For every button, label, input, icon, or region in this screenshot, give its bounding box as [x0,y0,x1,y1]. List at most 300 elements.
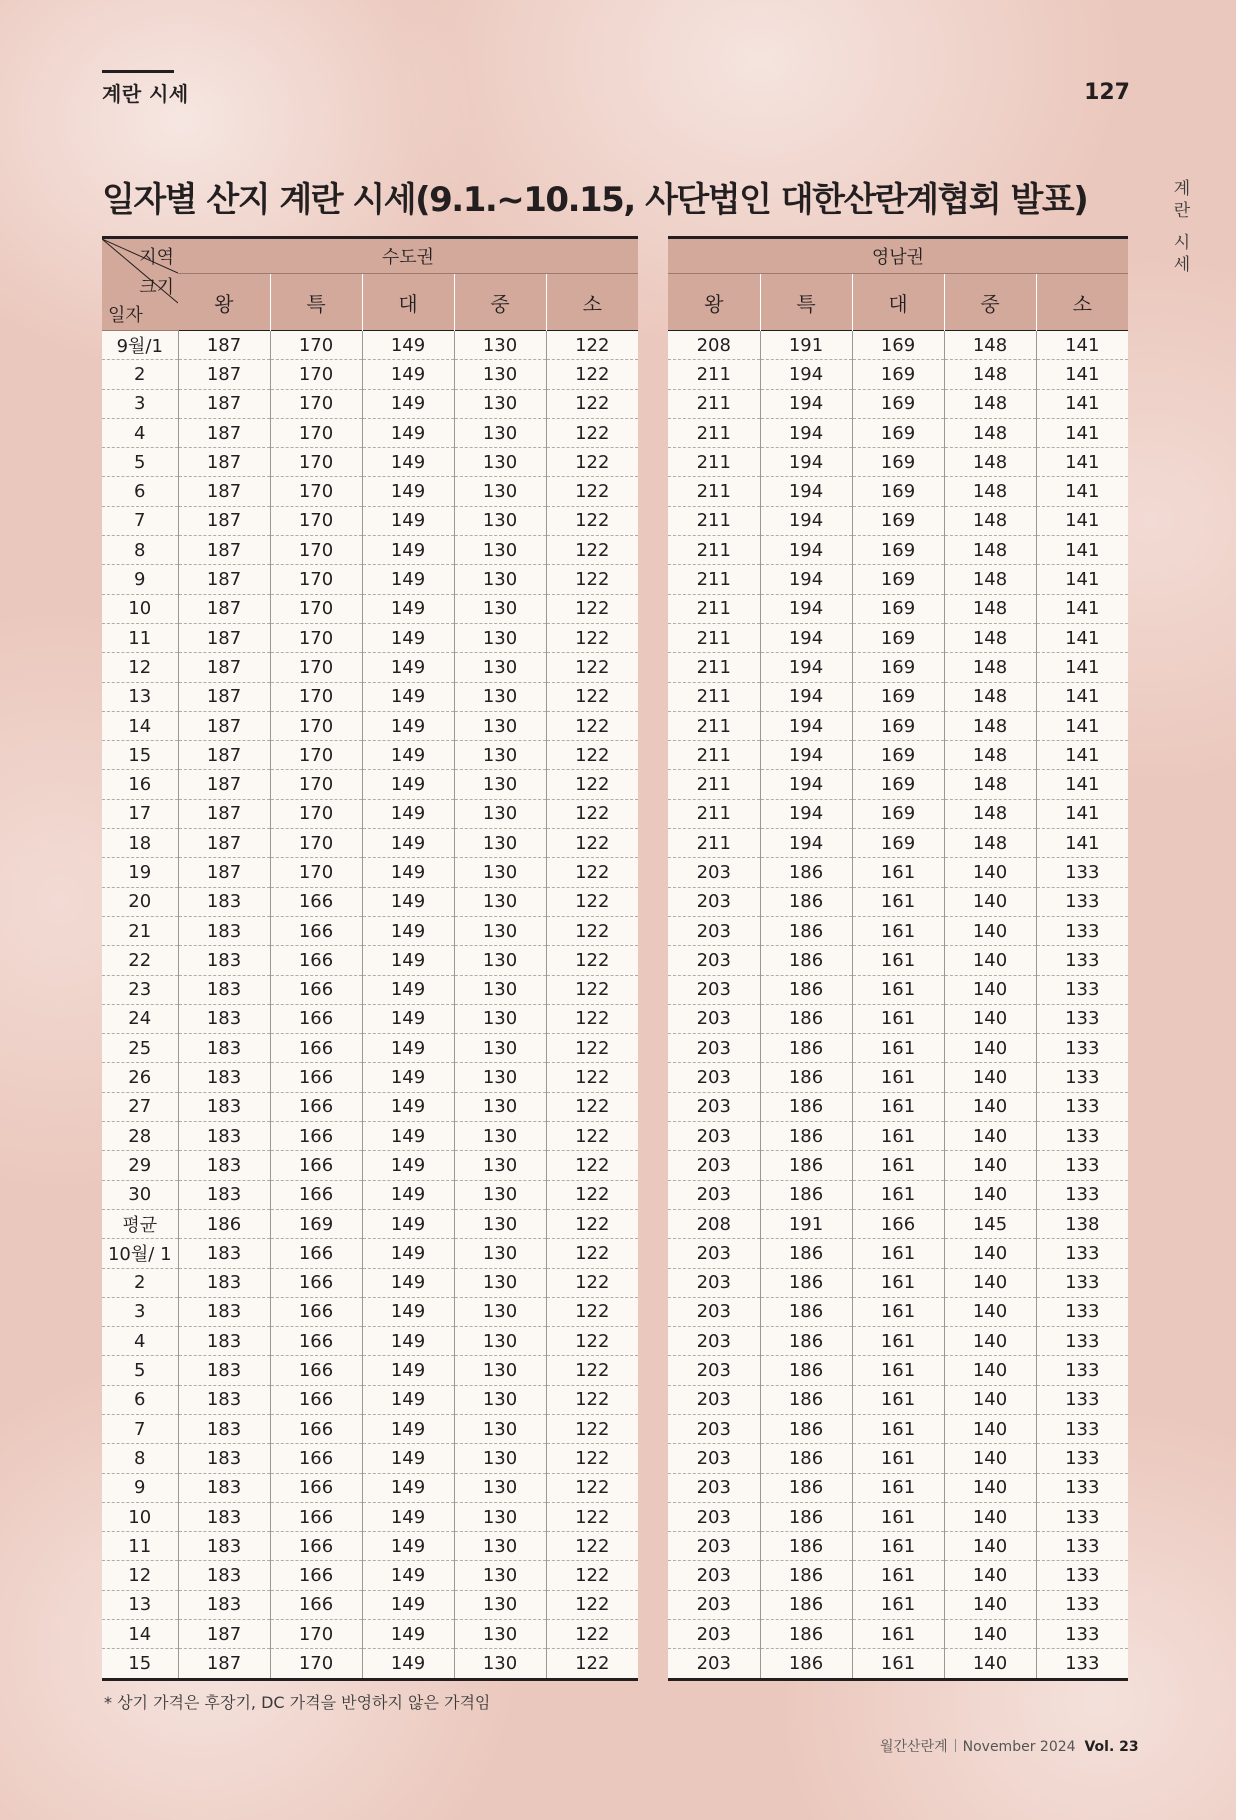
price-cell: 122 [546,1385,638,1414]
price-cell: 203 [668,1327,760,1356]
price-cell: 203 [668,1122,760,1151]
price-cell: 161 [852,1502,944,1531]
price-cell: 130 [454,829,546,858]
price-cell: 169 [852,770,944,799]
price-cell: 133 [1036,1590,1128,1619]
date-cell: 30 [102,1180,178,1209]
price-cell: 149 [362,389,454,418]
price-cell: 141 [1036,799,1128,828]
price-cell: 194 [760,711,852,740]
table-row [102,799,638,828]
table-row [102,623,638,652]
size-header: 대 [362,274,454,331]
price-cell: 187 [178,682,270,711]
date-cell: 5 [102,1356,178,1385]
price-cell: 169 [852,389,944,418]
price-cell: 133 [1036,1649,1128,1679]
price-cell: 203 [668,1180,760,1209]
price-cell: 169 [852,448,944,477]
price-cell: 183 [178,946,270,975]
price-cell: 140 [944,1268,1036,1297]
table-row [668,653,1128,682]
size-header: 중 [454,274,546,331]
price-cell: 130 [454,1180,546,1209]
table-row [102,1502,638,1531]
table-row [102,1063,638,1092]
price-cell: 166 [852,1209,944,1238]
size-header: 특 [760,274,852,331]
date-cell: 26 [102,1063,178,1092]
price-cell: 130 [454,1414,546,1443]
date-cell: 20 [102,887,178,916]
price-cell: 166 [270,1268,362,1297]
price-cell: 194 [760,477,852,506]
price-cell: 149 [362,741,454,770]
price-cell: 161 [852,916,944,945]
table-row [668,711,1128,740]
price-cell: 130 [454,1209,546,1238]
price-cell: 211 [668,536,760,565]
price-cell: 141 [1036,536,1128,565]
table-row [668,975,1128,1004]
price-cell: 186 [760,1151,852,1180]
table-row [668,741,1128,770]
price-cell: 194 [760,389,852,418]
price-cell: 166 [270,1180,362,1209]
price-cell: 149 [362,711,454,740]
price-cell: 133 [1036,1620,1128,1649]
table-row [668,682,1128,711]
price-cell: 148 [944,799,1036,828]
price-cell: 170 [270,360,362,389]
price-cell: 130 [454,1063,546,1092]
price-cell: 130 [454,1502,546,1531]
price-cell: 161 [852,1385,944,1414]
table-row [668,1268,1128,1297]
price-cell: 140 [944,1034,1036,1063]
price-cell: 122 [546,1414,638,1443]
price-cell: 186 [760,1590,852,1619]
price-cell: 166 [270,975,362,1004]
price-cell: 149 [362,1063,454,1092]
price-cell: 149 [362,946,454,975]
price-cell: 187 [178,418,270,447]
price-cell: 203 [696,1653,731,1674]
table-row [668,1122,1128,1151]
table-row [668,418,1128,447]
price-cell: 149 [362,1590,454,1619]
table-row [668,1444,1128,1473]
date-cell: 6 [102,1385,178,1414]
price-cell: 141 [1036,418,1128,447]
price-cell: 183 [178,916,270,945]
price-cell: 141 [1036,623,1128,652]
price-cell: 130 [454,477,546,506]
price-cell: 140 [944,1327,1036,1356]
price-cell: 130 [454,594,546,623]
price-cell: 140 [944,975,1036,1004]
price-cell: 149 [362,975,454,1004]
price-cell: 183 [178,1561,270,1590]
table-row [668,770,1128,799]
table-row [102,770,638,799]
price-cell: 122 [546,1649,638,1679]
price-cell: 183 [178,1356,270,1385]
price-cell: 170 [270,770,362,799]
price-cell: 194 [760,682,852,711]
price-cell: 187 [178,565,270,594]
price-cell: 122 [546,1180,638,1209]
price-cell: 194 [760,653,852,682]
price-cell: 140 [944,1151,1036,1180]
table-row [102,741,638,770]
price-cell: 194 [760,623,852,652]
price-cell: 130 [454,1532,546,1561]
price-cell: 130 [454,741,546,770]
table-row [668,799,1128,828]
price-cell: 191 [760,331,852,360]
price-cell: 133 [1036,1356,1128,1385]
table-row [102,1649,638,1679]
price-cell: 122 [546,829,638,858]
price-cell: 183 [178,1151,270,1180]
price-cell: 203 [668,887,760,916]
price-cell: 183 [178,1414,270,1443]
price-cell: 149 [362,1473,454,1502]
price-cell: 169 [852,536,944,565]
price-cell: 141 [1036,741,1128,770]
price-cell: 211 [668,360,760,389]
price-cell: 141 [1036,653,1128,682]
price-cell: 161 [852,1356,944,1385]
table-row [102,331,638,360]
price-cell: 161 [852,1239,944,1268]
price-cell: 170 [270,829,362,858]
price-cell: 130 [454,1034,546,1063]
price-cell: 122 [546,1209,638,1238]
price-cell: 169 [852,331,944,360]
price-cell: 130 [454,565,546,594]
table-row [668,623,1128,652]
price-cell: 140 [944,1385,1036,1414]
price-cell: 149 [362,565,454,594]
price-cell: 140 [944,1502,1036,1531]
price-cell: 141 [1036,829,1128,858]
price-cell: 122 [546,741,638,770]
price-cell: 169 [852,565,944,594]
price-cell: 187 [178,594,270,623]
price-cell: 186 [760,1268,852,1297]
price-cell: 122 [546,1268,638,1297]
price-cell: 166 [270,1004,362,1033]
price-cell: 133 [1036,1004,1128,1033]
price-cell: 149 [362,1502,454,1531]
price-cell: 161 [852,1444,944,1473]
price-cell: 170 [270,448,362,477]
date-cell: 2 [102,1268,178,1297]
price-cell: 186 [760,1385,852,1414]
price-cell: 140 [944,916,1036,945]
price-cell: 133 [1036,1473,1128,1502]
price-cell: 133 [1036,858,1128,887]
date-cell: 14 [102,1620,178,1649]
price-cell: 183 [178,1532,270,1561]
date-cell: 3 [102,389,178,418]
price-cell: 187 [178,389,270,418]
side-tab [1172,178,1192,276]
price-cell: 149 [362,1356,454,1385]
price-cell: 122 [546,1327,638,1356]
date-cell: 2 [102,360,178,389]
price-cell: 140 [944,1092,1036,1121]
price-cell: 194 [760,799,852,828]
price-cell: 149 [362,1414,454,1443]
price-cell: 122 [546,653,638,682]
date-cell: 23 [102,975,178,1004]
price-cell: 166 [270,1502,362,1531]
size-header: 소 [546,274,638,331]
price-cell: 203 [668,1561,760,1590]
price-cell: 183 [178,1063,270,1092]
price-cell: 148 [944,448,1036,477]
price-cell: 166 [270,1239,362,1268]
price-cell: 161 [852,1473,944,1502]
price-cell: 141 [1036,682,1128,711]
table-row [668,1590,1128,1619]
price-cell: 140 [944,1239,1036,1268]
price-cell: 203 [668,1502,760,1531]
price-cell: 122 [546,623,638,652]
footer-divider [955,1739,956,1752]
price-cell: 186 [760,1063,852,1092]
date-cell: 16 [102,770,178,799]
price-cell: 140 [944,1122,1036,1151]
price-cell: 203 [668,1444,760,1473]
price-cell: 130 [454,623,546,652]
price-cell: 170 [270,477,362,506]
price-table-sudo [102,236,638,1681]
price-cell: 149 [362,858,454,887]
price-cell: 130 [454,1473,546,1502]
table-row [102,1620,638,1649]
price-cell: 122 [546,682,638,711]
side-tab-char: 란 [1173,201,1191,221]
table-row [102,1561,638,1590]
price-cell: 211 [668,448,760,477]
price-cell: 170 [270,799,362,828]
table-row [102,946,638,975]
price-cell: 122 [546,916,638,945]
price-cell: 186 [760,1473,852,1502]
price-cell: 166 [270,1561,362,1590]
price-cell: 122 [546,1590,638,1619]
price-cell: 148 [944,770,1036,799]
price-cell: 166 [270,916,362,945]
price-cell: 166 [270,1356,362,1385]
table-row [668,1502,1128,1531]
price-cell: 183 [178,1473,270,1502]
table-row [668,887,1128,916]
date-cell: 12 [102,653,178,682]
date-cell: 13 [102,1590,178,1619]
price-cell: 130 [454,1239,546,1268]
price-cell: 203 [668,1063,760,1092]
price-cell: 194 [760,594,852,623]
price-cell: 130 [454,1649,546,1679]
price-cell: 140 [944,1414,1036,1443]
price-cell: 122 [546,1092,638,1121]
price-cell: 170 [270,331,362,360]
price-cell: 140 [944,1649,1036,1679]
price-cell: 122 [546,770,638,799]
price-cell: 187 [178,536,270,565]
table-row [668,1473,1128,1502]
price-cell: 140 [944,1180,1036,1209]
price-cell: 122 [546,536,638,565]
price-cell: 130 [454,418,546,447]
price-cell: 203 [668,1385,760,1414]
price-cell: 133 [1036,1444,1128,1473]
price-cell: 211 [668,653,760,682]
price-cell: 194 [760,448,852,477]
table-row [102,711,638,740]
price-cell: 194 [760,418,852,447]
price-cell: 187 [178,477,270,506]
price-cell: 161 [852,1092,944,1121]
price-cell: 140 [944,1004,1036,1033]
price-cell: 203 [668,916,760,945]
price-cell: 211 [668,711,760,740]
price-cell: 186 [760,1649,852,1679]
price-cell: 194 [760,565,852,594]
date-cell: 19 [102,858,178,887]
price-cell: 148 [944,360,1036,389]
price-cell: 133 [1036,975,1128,1004]
table-row [668,1180,1128,1209]
size-header: 중 [944,274,1036,331]
price-cell: 203 [668,1004,760,1033]
price-cell: 133 [1036,1122,1128,1151]
price-cell: 203 [668,1590,760,1619]
price-cell: 148 [944,653,1036,682]
price-cell: 148 [944,711,1036,740]
price-cell: 187 [178,711,270,740]
date-cell: 6 [102,477,178,506]
price-cell: 133 [1036,1239,1128,1268]
price-cell: 161 [852,946,944,975]
price-cell: 208 [668,331,760,360]
price-cell: 203 [668,1268,760,1297]
price-cell: 186 [760,1122,852,1151]
price-cell: 169 [852,682,944,711]
table-row [668,1327,1128,1356]
price-cell: 148 [944,389,1036,418]
section-rule [102,70,174,73]
price-cell: 187 [178,623,270,652]
price-cell: 211 [668,799,760,828]
price-cell: 161 [852,1063,944,1092]
price-cell: 211 [668,389,760,418]
price-cell: 211 [668,418,760,447]
price-cell: 166 [270,1297,362,1326]
price-cell: 194 [760,536,852,565]
date-cell: 14 [102,711,178,740]
price-cell: 161 [852,1590,944,1619]
price-cell: 133 [1036,1180,1128,1209]
price-cell: 183 [178,887,270,916]
price-cell: 187 [178,1620,270,1649]
price-cell: 140 [944,887,1036,916]
table-row [102,594,638,623]
price-cell: 194 [760,360,852,389]
price-cell: 140 [944,1063,1036,1092]
price-cell: 203 [668,858,760,887]
price-cell: 166 [270,1444,362,1473]
price-cell: 161 [852,1268,944,1297]
price-cell: 140 [944,1561,1036,1590]
table-row [668,1620,1128,1649]
date-cell: 21 [102,916,178,945]
price-cell: 149 [362,1385,454,1414]
price-cell: 149 [362,1561,454,1590]
date-cell: 15 [102,741,178,770]
price-cell: 211 [668,741,760,770]
price-cell: 169 [852,360,944,389]
price-cell: 149 [362,799,454,828]
price-cell: 211 [668,770,760,799]
price-cell: 211 [668,506,760,535]
side-tab-char: 계 [1173,179,1191,199]
price-cell: 186 [760,1239,852,1268]
price-cell: 161 [852,1297,944,1326]
price-cell: 148 [944,741,1036,770]
price-cell: 149 [362,418,454,447]
price-cell: 122 [546,1444,638,1473]
price-cell: 133 [1036,1561,1128,1590]
table-row [668,1356,1128,1385]
region-header: 수도권 [178,238,638,274]
price-cell: 122 [546,1151,638,1180]
date-cell: 9 [102,565,178,594]
price-cell: 208 [668,1209,760,1238]
price-cell: 170 [270,1649,362,1679]
table-row [102,1444,638,1473]
date-cell: 28 [102,1122,178,1151]
price-cell: 186 [760,887,852,916]
price-cell: 169 [270,1209,362,1238]
price-cell: 130 [454,887,546,916]
price-cell: 203 [668,1473,760,1502]
price-cell: 130 [454,770,546,799]
price-cell: 133 [1036,1268,1128,1297]
price-cell: 203 [668,1239,760,1268]
price-cell: 211 [668,623,760,652]
table-row [102,536,638,565]
price-cell: 140 [944,1297,1036,1326]
table-row [102,506,638,535]
table-row [102,1092,638,1121]
price-cell: 141 [1036,770,1128,799]
date-cell: 9월/1 [102,331,178,360]
date-cell: 8 [102,536,178,565]
table-row [668,1414,1128,1443]
price-cell: 161 [852,1327,944,1356]
price-cell: 186 [760,1092,852,1121]
price-cell: 183 [178,1239,270,1268]
price-cell: 149 [362,1004,454,1033]
price-cell: 149 [362,1122,454,1151]
price-cell: 169 [852,594,944,623]
